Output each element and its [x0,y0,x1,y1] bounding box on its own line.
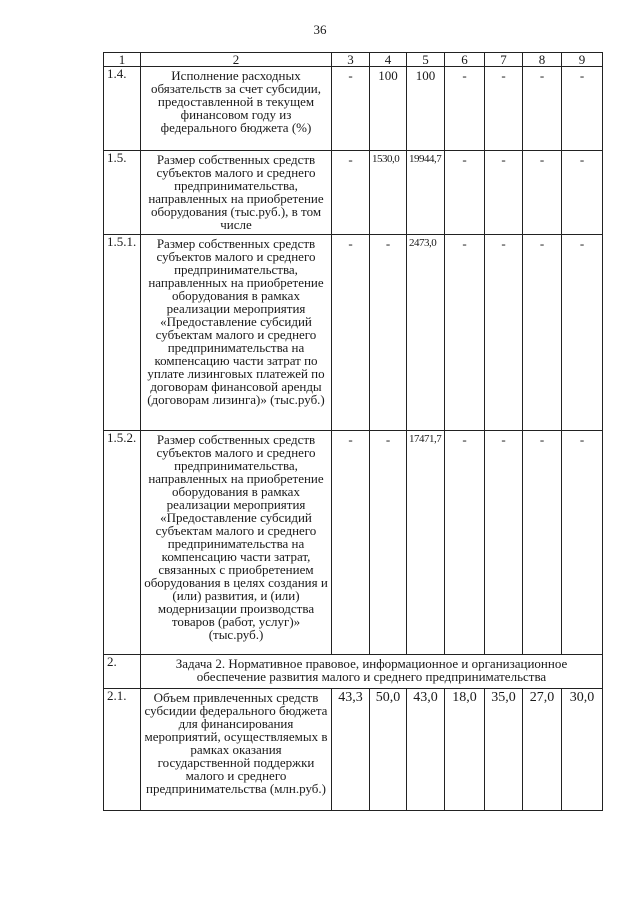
table-row [104,689,603,811]
row-value: - [445,151,485,235]
row-number: 2. [104,655,141,689]
row-value: 2473,0 [407,235,445,431]
row-value: - [562,67,603,151]
row-value: - [332,235,370,431]
table-row [104,67,603,151]
row-value: - [523,151,562,235]
row-value: 1530,0 [370,151,407,235]
row-value: 43,0 [407,689,445,811]
row-value: - [485,67,523,151]
row-value: - [332,67,370,151]
table-row [104,431,603,655]
header-cell: 2 [141,53,332,67]
header-cell: 3 [332,53,370,67]
header-cell: 5 [407,53,445,67]
row-number: 2.1. [104,689,141,811]
row-value: - [445,235,485,431]
page-number: 36 [313,22,327,37]
row-number: 1.5.2. [104,431,141,655]
table-row [104,151,603,235]
row-value: 17471,7 [407,431,445,655]
row-value: - [485,235,523,431]
row-value: - [485,431,523,655]
row-value: - [562,235,603,431]
header-cell: 8 [523,53,562,67]
row-indicator-name: Объем привлеченных средств субсидии федерального бюджета для финансирования мероприятий, осуществляемых в рамках оказания государственной поддержки малого и среднего предпринимательства (млн.руб.) [141,689,332,811]
row-indicator-name: Размер собственных средств субъектов малого и среднего предпринимательства, направленных на приобретение оборудования в рамках реализации мероприятия «Предоставление субсидий субъектам малого и среднего предпринимательства на компенсацию части затрат, связанных с приобретением оборудования в целях создания и (или) развития, и (или) модернизации производства товаров (работ, услуг)» (тыс.руб.) [141,431,332,655]
row-value: - [445,431,485,655]
row-value: 18,0 [445,689,485,811]
row-value: 27,0 [523,689,562,811]
header-cell: 9 [562,53,603,67]
row-value: - [562,431,603,655]
indicator-table [103,52,603,811]
row-value: 100 [370,67,407,151]
row-value: 100 [407,67,445,151]
header-cell: 1 [104,53,141,67]
header-cell: 4 [370,53,407,67]
header-cell: 7 [485,53,523,67]
row-value: 43,3 [332,689,370,811]
task-heading: Задача 2. Нормативное правовое, информационное и организационное обеспечение развития малого и среднего предпринимательства [141,655,603,689]
row-value: - [523,431,562,655]
row-indicator-name: Размер собственных средств субъектов малого и среднего предпринимательства, направленных на приобретение оборудования (тыс.руб.), в том числе [141,151,332,235]
row-indicator-name: Размер собственных средств субъектов малого и среднего предпринимательства, направленных на приобретение оборудования в рамках реализации мероприятия «Предоставление субсидий субъектам малого и среднего предпринимательства на компенсацию части затрат по уплате лизинговых платежей по договорам финансовой аренды (договорам лизинга)» (тыс.руб.) [141,235,332,431]
row-value: - [370,235,407,431]
row-value: - [332,431,370,655]
row-indicator-name: Исполнение расходных обязательств за счет субсидии, предоставленной в текущем финансовом году из федерального бюджета (%) [141,67,332,151]
header-row [104,53,603,67]
row-value: 19944,7 [407,151,445,235]
row-value: - [332,151,370,235]
task-row [104,655,603,689]
table-row [104,235,603,431]
header-cell: 6 [445,53,485,67]
row-value: - [523,235,562,431]
row-value: - [485,151,523,235]
row-value: 50,0 [370,689,407,811]
row-number: 1.5. [104,151,141,235]
row-value: 35,0 [485,689,523,811]
row-value: - [445,67,485,151]
row-value: - [562,151,603,235]
row-value: 30,0 [562,689,603,811]
row-number: 1.5.1. [104,235,141,431]
row-value: - [370,431,407,655]
row-value: - [523,67,562,151]
row-number: 1.4. [104,67,141,151]
